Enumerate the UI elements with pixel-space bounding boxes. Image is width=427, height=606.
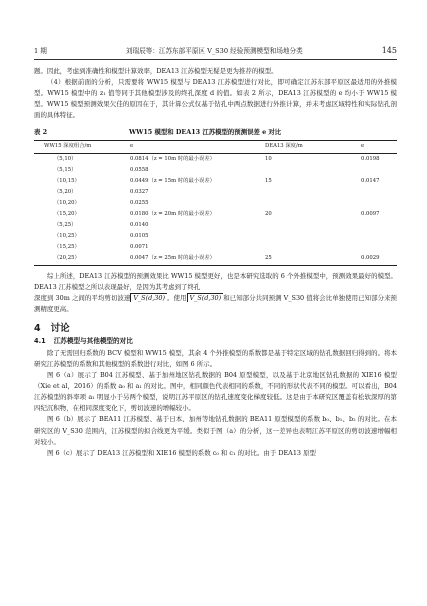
table-row <box>34 176 397 187</box>
cell-dea-depth <box>265 198 361 209</box>
table-row <box>34 165 397 176</box>
table-row <box>34 153 397 165</box>
table-row <box>34 220 397 231</box>
page-number: 145 <box>381 45 397 55</box>
text-fragment: 和已知部分共同预测 V_S30 值将会比单独使用已知部分来预测精度更高。 <box>34 293 397 313</box>
section-title: 讨论 <box>50 322 70 334</box>
table-title <box>34 127 397 138</box>
cell-e: 0.0071 <box>130 244 149 251</box>
cell-e: 0.0047（z = 25m 时的最小误差） <box>130 255 215 262</box>
cell-depth: （10,20） <box>54 199 80 206</box>
cell-dea-depth <box>265 165 361 176</box>
cell-e: 0.0255 <box>130 199 149 206</box>
cell-dea-depth <box>265 242 361 253</box>
header-rule <box>34 59 397 60</box>
table-row <box>34 253 397 265</box>
cell-dea-e <box>361 187 397 198</box>
cell-e: 0.0558 <box>130 166 149 173</box>
cell-e: 0.0180（z = 20m 时的最小误差） <box>130 211 215 218</box>
cell-dea-e: 0.0029 <box>361 255 380 262</box>
col-header-dea13-depth: DEA13 深度/m <box>265 143 303 150</box>
cell-dea-e: 0.0147 <box>361 177 380 184</box>
text-fragment: 深度到 30m 之间的平均剪切波速 <box>34 293 131 302</box>
formula-vs-d30: V_S(d,30) <box>130 293 167 302</box>
cell-dea-e <box>361 165 397 176</box>
section-number: 4 <box>34 322 41 334</box>
cell-dea-e <box>361 242 397 253</box>
table-row <box>34 187 397 198</box>
cell-e: 0.0449（z = 15m 时的最小误差） <box>130 177 215 184</box>
table-row <box>34 209 397 220</box>
cell-dea-depth <box>265 187 361 198</box>
cell-e: 0.0814（z = 10m 时的最小误差） <box>130 155 215 162</box>
cell-dea-e <box>361 231 397 242</box>
paragraph-4-1-c: 图 6（b）展示了 BEA11 江苏模型、基于日本、加州等地钻孔数据的 BEA11 原型模型的系数 b₀、b₁、b₂ 的对比。在本研究区的 V_S30 范围内，江苏模型的拟合线更为平缓。类似于图（a）的分析，这一差异也表明江苏平原区的剪切波速增幅相对较小。 <box>34 415 397 446</box>
cell-dea-depth: 15 <box>265 177 272 184</box>
running-title: 刘瑞辰等：江苏东部平原区 V_S30 经验预测模型和场地分类 <box>125 47 303 55</box>
paragraph-4-1-b: 图 6（a）展示了 B04 江苏模型、基于加州地区钻孔数据的 B04 原型模型，以及基于北京地区钻孔数据的 XIE16 模型（Xie et al，2016）的系数 a₀ 和 a₁ 的对比。图中，相同颜色代表相同的系数，不同的形状代表不同的模型。可以看出，B04 江苏模型的斜率项 a₁ 明显小于另两个模型，说明江苏平原区的钻孔速度变化梯度较低。这是由于本研究区覆盖有松软深厚的第四纪沉积物，在相同深度变化下，剪切波速的增幅较小。 <box>34 371 397 413</box>
subsection-heading <box>34 336 397 348</box>
formula-vs-d30: V_S(d,30) <box>187 293 224 302</box>
table-row <box>34 231 397 242</box>
cell-depth: （20,25） <box>54 255 80 262</box>
cell-depth: （5,15） <box>54 166 77 173</box>
cell-depth: （5,25） <box>54 222 77 229</box>
paragraph-3: 综上所述，DEA13 江苏模型的预测效果比 WW15 模型更好，也是本研究选取的 6 个外推模型中，预测效果最好的模型。DEA13 江苏模型之所以表现最好，是因为其考虑到了终孔 <box>34 271 397 291</box>
cell-depth: （15,25） <box>54 244 80 251</box>
paragraph-3-continued <box>34 293 397 315</box>
cell-dea-depth <box>265 220 361 231</box>
cell-depth: （10,15） <box>54 177 80 184</box>
paragraph-1: 题。因此，考虑到准确性和模型计算效率，DEA13 江苏模型无疑是更为推荐的模型。 <box>34 67 278 75</box>
running-header <box>34 43 397 57</box>
cell-dea-e <box>361 220 397 231</box>
issue-label: 1 期 <box>34 47 47 55</box>
cell-dea-e: 0.0097 <box>361 211 380 218</box>
cell-e: 0.0105 <box>130 233 149 240</box>
cell-dea-depth: 20 <box>265 211 272 218</box>
col-header-dea13-e: e <box>361 143 365 150</box>
table-caption: WW15 模型和 DEA13 江苏模型的预测误差 e 对比 <box>129 128 282 137</box>
cell-dea-e: 0.0198 <box>361 155 380 162</box>
table-number: 表 2 <box>34 128 48 137</box>
cell-depth: （5,20） <box>54 188 77 195</box>
cell-dea-depth: 25 <box>265 255 272 262</box>
cell-dea-depth <box>265 231 361 242</box>
subsection-title: 江苏模型与其他模型的对比 <box>53 337 133 346</box>
table-row <box>34 198 397 209</box>
cell-e: 0.0327 <box>130 188 149 195</box>
paragraph-4-1-d: 图 6（c）展示了 DEA13 江苏模型和 XIE16 模型的系数 c₀ 和 c₁ 的对比。由于 DEA13 原型 <box>47 448 316 457</box>
cell-dea-e <box>361 198 397 209</box>
section-heading <box>34 321 397 336</box>
subsection-number: 4.1 <box>34 337 46 346</box>
paragraph-2: （4）根据前面的分析，只需要将 WW15 模型与 DEA13 江苏模型进行对比，即可确定江苏东部平原区最适用的外推模型。WW15 模型中的 z₁ 值等同于其他模型涉及的终孔深度 d 的值。如表 2 所示，DEA13 江苏模型的 e 均小于 WW15 模型。WW15 模型预测效果欠佳的原因在于，其计算公式仅基于钻孔中两点数据进行外推计算，并未考虑区域特性和实际钻孔剖面的具体特征。 <box>34 78 397 120</box>
cell-depth: （5,10） <box>54 155 77 162</box>
cell-depth: （10,25） <box>54 233 80 240</box>
col-header-ww15-e: e <box>130 143 134 150</box>
article-body <box>34 66 397 459</box>
col-header-ww15-depth: WW15 深度组合/m <box>44 143 92 150</box>
cell-dea-depth: 10 <box>265 155 272 162</box>
cell-e: 0.0140 <box>130 222 149 229</box>
error-comparison-table <box>34 140 397 265</box>
cell-depth: （15,20） <box>54 211 80 218</box>
text-fragment: 。使用 <box>166 293 187 302</box>
table-header-row <box>34 141 397 153</box>
paragraph-4-1-a: 除了无需回归系数的 BCV 模型和 WW15 模型，其余 4 个外推模型的系数都是基于特定区域的钻孔数据回归得到的。将本研究江苏模型的系数和其他模型的系数进行对比，如图 6 所示。 <box>34 348 397 368</box>
table-row <box>34 242 397 253</box>
